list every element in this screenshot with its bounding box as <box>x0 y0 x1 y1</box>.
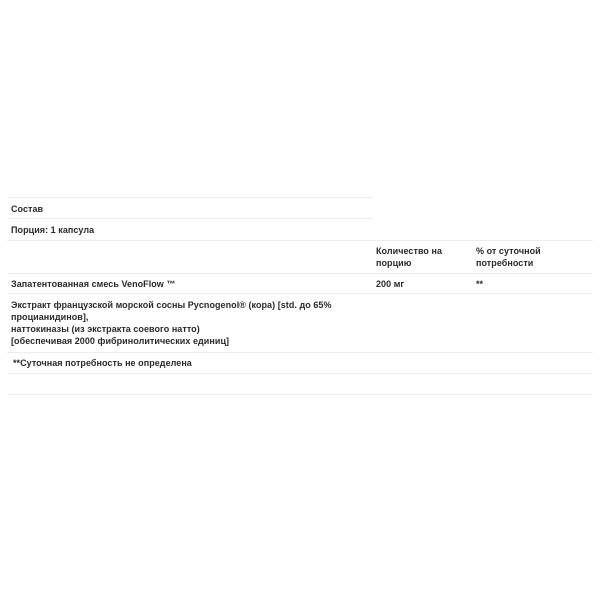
row-daily-value: ** <box>476 279 484 289</box>
divider <box>7 394 593 395</box>
header-amount-line2: порцию <box>376 258 412 268</box>
divider <box>7 273 593 274</box>
header-daily-value-line2: потребности <box>476 258 534 268</box>
divider <box>7 240 593 241</box>
table-title: Состав <box>11 204 44 214</box>
header-amount-line1: Количество на <box>376 246 443 256</box>
divider <box>7 197 372 198</box>
divider <box>7 373 593 374</box>
ingredient-line: процианидинов], <box>11 312 89 322</box>
row-amount: 200 мг <box>376 279 405 289</box>
ingredient-line: [обеспечивая 2000 фибринолитических единиц] <box>11 336 230 346</box>
divider <box>7 218 372 219</box>
header-daily-value-line1: % от суточной <box>476 246 541 256</box>
ingredient-line: Экстракт французской морской сосны Pycnogenol® (кора) [std. до 65% <box>11 300 332 310</box>
footnote: **Суточная потребность не определена <box>13 358 192 368</box>
divider <box>7 352 593 353</box>
serving-size: Порция: 1 капсула <box>11 225 95 235</box>
row-name: Запатентованная смесь VenoFlow ™ <box>11 279 176 289</box>
ingredient-line: наттокиназы (из экстракта соевого натто) <box>11 324 200 334</box>
divider <box>7 293 593 294</box>
